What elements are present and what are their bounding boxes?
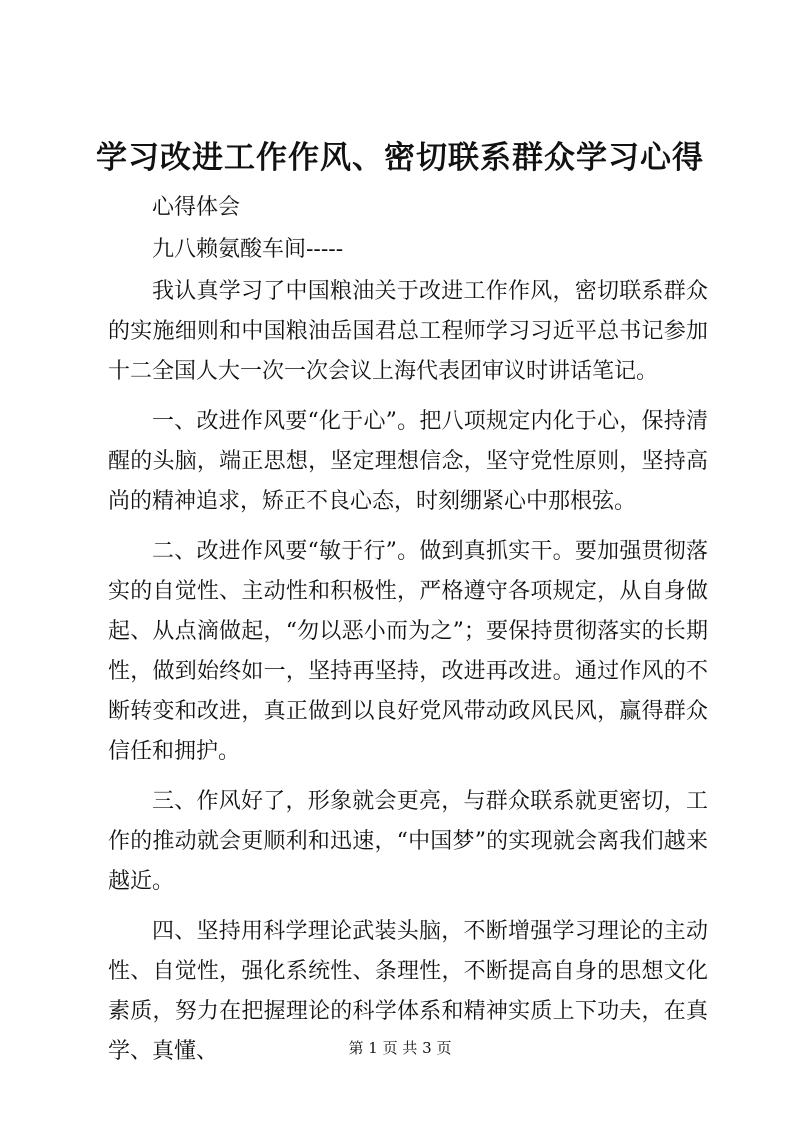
document-body [108,188,708,1072]
paragraph-intro: 我认真学习了中国粮油关于改进工作作风，密切联系群众的实施细则和中国粮油岳国君总工程师学习习近平总书记参加十二全国人大一次一次会议上海代表团审议时讲话笔记。 [108,279,708,384]
paragraph-point-3: 三、作风好了，形象就会更亮，与群众联系就更密切，工作的推动就会更顺利和迅速，“中国梦”的实现就会离我们越来越近。 [108,789,708,894]
paragraph-point-1: 一、改进作风要“化于心”。把八项规定内化于心，保持清醒的头脑，端正思想，坚定理想信念，坚守党性原则，坚持高尚的精神追求，矫正不良心态，时刻绷紧心中那根弦。 [108,409,708,514]
paragraph-point-2: 二、改进作风要“敏于行”。做到真抓实干。要加强贯彻落实的自觉性、主动性和积极性，严格遵守各项规定，从自身做起、从点滴做起，“勿以恶小而为之”；要保持贯彻落实的长期性，做到始终如一，坚持再坚持，改进再改进。通过作风的不断转变和改进，真正做到以良好党风带动政风民风，赢得群众信任和拥护。 [108,539,708,764]
category-line: 心得体会 [152,195,241,220]
document-title: 学习改进工作作风、密切联系群众学习心得 [96,140,704,176]
paragraph-point-4: 四、坚持用科学理论武装头脑，不断增强学习理论的主动性、自觉性，强化系统性、条理性，不断提高自身的思想文化素质，努力在把握理论的科学体系和精神实质上下功夫，在真学、真懂、 [108,919,708,1064]
page-number-footer: 第 1 页 共 3 页 [348,1039,452,1057]
department-line: 九八赖氨酸车间----- [152,237,344,262]
